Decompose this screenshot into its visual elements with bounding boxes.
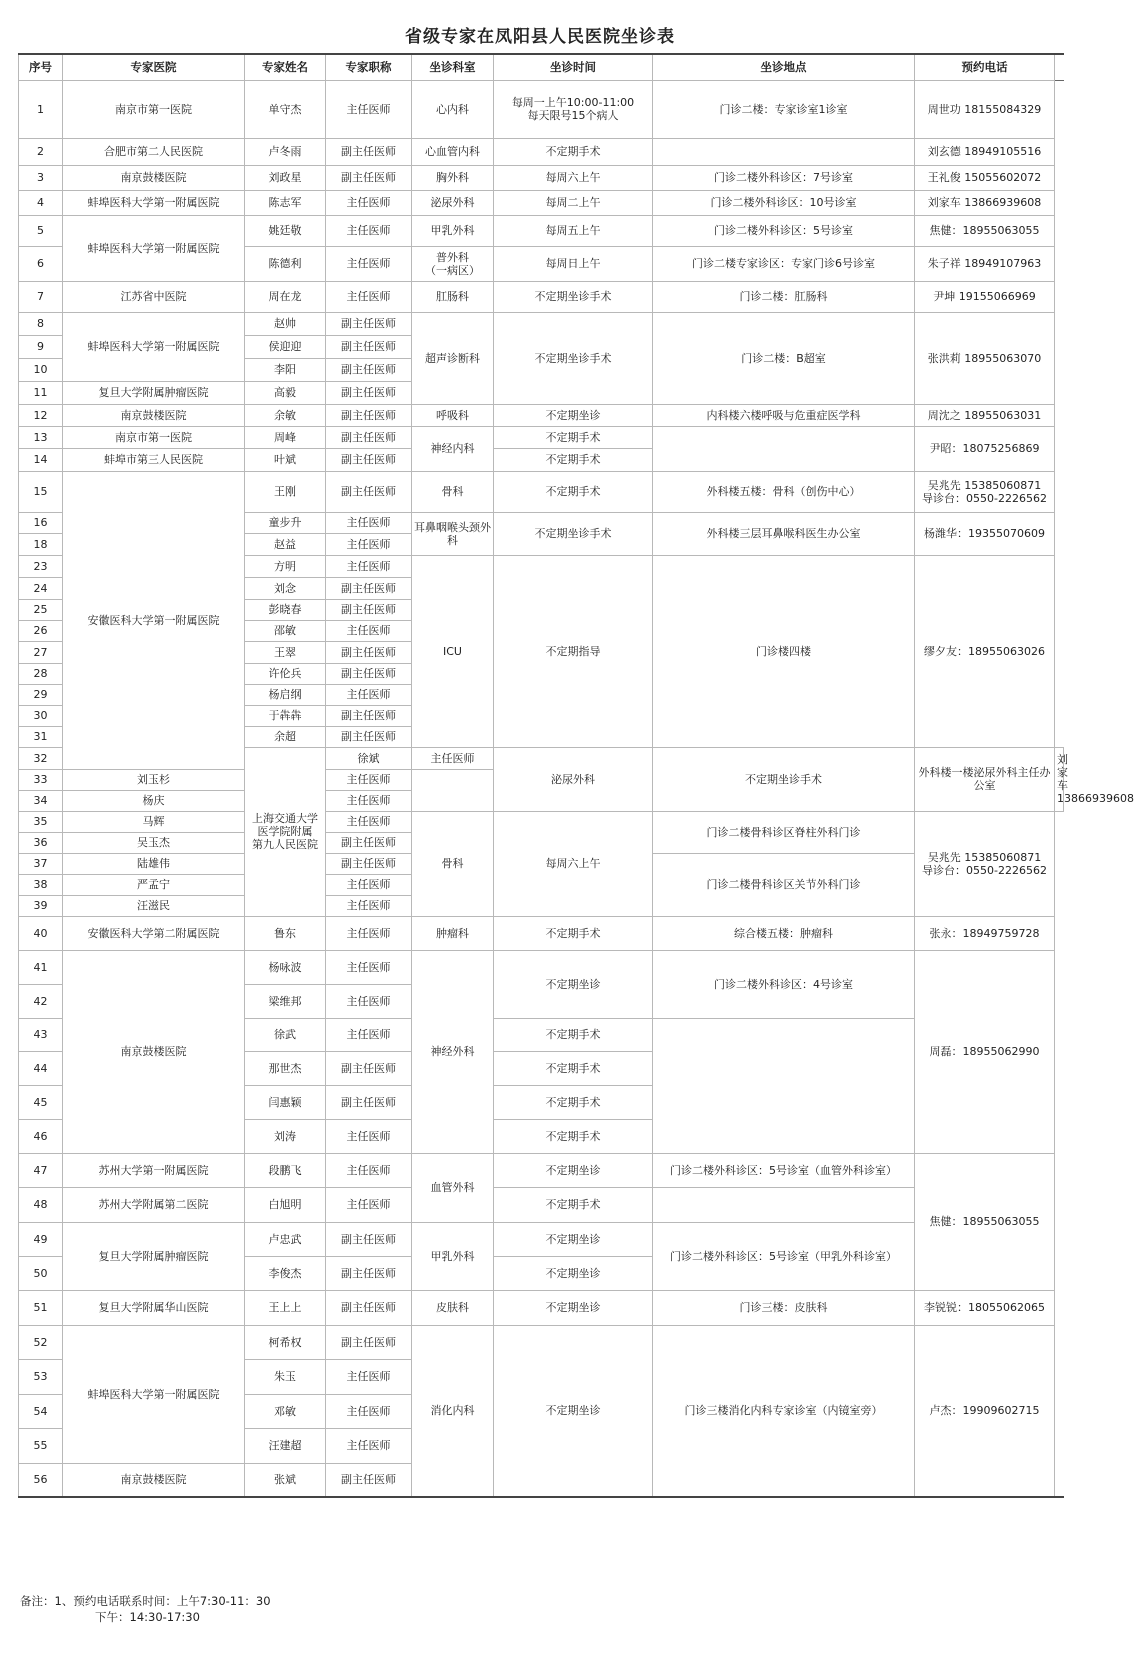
- table-cell: 31: [19, 726, 63, 747]
- table-cell: 甲乳外科: [412, 215, 494, 246]
- table-cell: 张永：18949759728: [915, 916, 1055, 950]
- table-cell: 副主任医师: [326, 663, 412, 684]
- table-cell: 门诊二楼专家诊区：专家门诊6号诊室: [653, 246, 915, 281]
- table-cell: 邓敏: [245, 1394, 326, 1428]
- table-cell: 副主任医师: [326, 705, 412, 726]
- table-cell: 皮肤科: [412, 1290, 494, 1325]
- table-cell: 主任医师: [326, 916, 412, 950]
- table-cell: 副主任医师: [326, 448, 412, 471]
- table-cell: 6: [19, 246, 63, 281]
- table-cell: 副主任医师: [326, 335, 412, 358]
- table-cell: 缪夕友：18955063026: [915, 555, 1055, 747]
- table-row: [19, 426, 1064, 448]
- table-cell: 刘玄德 18949105516: [915, 138, 1055, 165]
- table-cell: 李阳: [245, 358, 326, 381]
- column-header: 序号: [19, 54, 63, 80]
- table-cell: 周沈之 18955063031: [915, 404, 1055, 426]
- table-cell: 49: [19, 1222, 63, 1256]
- table-cell: 34: [19, 790, 63, 811]
- table-cell: 每周一上午10:00-11:00 每天限号15个病人: [494, 80, 653, 138]
- table-cell: 9: [19, 335, 63, 358]
- table-row: [19, 404, 1064, 426]
- table-cell: 普外科 （一病区）: [412, 246, 494, 281]
- table-cell: 门诊二楼骨科诊区脊柱外科门诊: [653, 811, 915, 853]
- table-cell: 主任医师: [326, 1153, 412, 1187]
- table-cell: 甲乳外科: [412, 1222, 494, 1290]
- table-cell: 安徽医科大学第二附属医院: [63, 916, 245, 950]
- table-cell: 段鹏飞: [245, 1153, 326, 1187]
- table-cell: 副主任医师: [326, 1325, 412, 1359]
- table-cell: 52: [19, 1325, 63, 1359]
- table-cell: 门诊二楼外科诊区：5号诊室（甲乳外科诊室）: [653, 1222, 915, 1290]
- table-cell: 不定期坐诊: [494, 1256, 653, 1290]
- table-cell: 副主任医师: [326, 426, 412, 448]
- table-cell: 南京鼓楼医院: [63, 1463, 245, 1497]
- table-row: [19, 80, 1064, 138]
- table-cell: 18: [19, 533, 63, 555]
- schedule-table: [18, 53, 1134, 1498]
- table-cell: 南京鼓楼医院: [63, 950, 245, 1153]
- table-cell: 门诊二楼外科诊区：7号诊室: [653, 165, 915, 190]
- table-cell: 50: [19, 1256, 63, 1290]
- table-row: [19, 811, 1064, 832]
- table-cell: 主任医师: [326, 1428, 412, 1463]
- table-cell: 门诊二楼外科诊区：4号诊室: [653, 950, 915, 1018]
- table-cell: 侯迎迎: [245, 335, 326, 358]
- table-cell: 门诊楼四楼: [653, 555, 915, 747]
- table-cell: 26: [19, 620, 63, 641]
- table-cell: 副主任医师: [326, 599, 412, 620]
- table-cell: 29: [19, 684, 63, 705]
- table-cell: 不定期指导: [494, 555, 653, 747]
- table-cell: 刘政星: [245, 165, 326, 190]
- table-cell: 主任医师: [326, 1018, 412, 1051]
- table-cell: 副主任医师: [326, 641, 412, 663]
- table-cell: 54: [19, 1394, 63, 1428]
- table-cell: 每周五上午: [494, 215, 653, 246]
- table-cell: 综合楼五楼：肿瘤科: [653, 916, 915, 950]
- table-cell: 副主任医师: [326, 404, 412, 426]
- table-cell: 25: [19, 599, 63, 620]
- table-cell: 王刚: [245, 471, 326, 512]
- table-cell: 24: [19, 577, 63, 599]
- table-cell: 副主任医师: [326, 1222, 412, 1256]
- table-cell: 消化内科: [412, 1325, 494, 1497]
- table-row: [19, 281, 1064, 312]
- table-cell: 主任医师: [326, 246, 412, 281]
- table-cell: 不定期手术: [494, 916, 653, 950]
- table-cell: 上海交通大学医学院附属 第九人民医院: [245, 747, 326, 916]
- table-cell: 39: [19, 895, 63, 916]
- table-cell: 李俊杰: [245, 1256, 326, 1290]
- table-cell: 13: [19, 426, 63, 448]
- table-row: [19, 312, 1064, 335]
- table-cell: 主任医师: [326, 984, 412, 1018]
- table-cell: 主任医师: [326, 684, 412, 705]
- table-cell: 不定期坐诊: [494, 404, 653, 426]
- table-cell: 30: [19, 705, 63, 726]
- table-cell: 周世功 18155084329: [915, 80, 1055, 138]
- table-cell: 卢冬雨: [245, 138, 326, 165]
- table-cell: 16: [19, 512, 63, 533]
- table-cell: 主任医师: [326, 769, 412, 790]
- table-cell: 王翠: [245, 641, 326, 663]
- column-header: 专家职称: [326, 54, 412, 80]
- table-cell: 8: [19, 312, 63, 335]
- table-cell: 44: [19, 1051, 63, 1085]
- table-cell: 朱子祥 18949107963: [915, 246, 1055, 281]
- table-cell: 外科楼三层耳鼻喉科医生办公室: [653, 512, 915, 555]
- table-cell: 蚌埠医科大学第一附属医院: [63, 312, 245, 381]
- table-cell: 南京鼓楼医院: [63, 404, 245, 426]
- table-cell: 23: [19, 555, 63, 577]
- table-cell: 33: [19, 769, 63, 790]
- table-cell: 12: [19, 404, 63, 426]
- table-cell: 徐武: [245, 1018, 326, 1051]
- table-cell: 外科楼一楼泌尿外科主任办公室: [915, 747, 1055, 811]
- table-cell: 吴玉杰: [63, 832, 245, 853]
- table-cell: 副主任医师: [326, 832, 412, 853]
- table-cell: 不定期坐诊: [494, 1325, 653, 1497]
- table-cell: 不定期手术: [494, 1187, 653, 1222]
- table-cell: 杨庆: [63, 790, 245, 811]
- table-cell: 2: [19, 138, 63, 165]
- table-cell: 杨潍华：19355070609: [915, 512, 1055, 555]
- table-cell: [653, 138, 915, 165]
- table-cell: 胸外科: [412, 165, 494, 190]
- table-cell: 主任医师: [326, 1394, 412, 1428]
- table-cell: 梁维邦: [245, 984, 326, 1018]
- table-cell: 那世杰: [245, 1051, 326, 1085]
- note-line-1: 备注：1、预约电话联系时间：上午7:30-11：30: [20, 1594, 271, 1608]
- table-cell: 门诊二楼外科诊区：10号诊室: [653, 190, 915, 215]
- table-cell: 门诊三楼消化内科专家诊室（内镜室旁）: [653, 1325, 915, 1497]
- table-cell: 门诊二楼：专家诊室1诊室: [653, 80, 915, 138]
- table-cell: 主任医师: [326, 80, 412, 138]
- table-cell: 每周六上午: [494, 811, 653, 916]
- table-cell: 门诊二楼：B超室: [653, 312, 915, 404]
- table-cell: 不定期手术: [494, 138, 653, 165]
- table-cell: 主任医师: [326, 874, 412, 895]
- table-cell: 42: [19, 984, 63, 1018]
- table-cell: 副主任医师: [326, 577, 412, 599]
- table-cell: 张斌: [245, 1463, 326, 1497]
- table-cell: 周磊：18955062990: [915, 950, 1055, 1153]
- table-cell: 余敏: [245, 404, 326, 426]
- table-cell: 白旭明: [245, 1187, 326, 1222]
- table-cell: 泌尿外科: [412, 190, 494, 215]
- table-cell: 副主任医师: [326, 312, 412, 335]
- table-cell: 安徽医科大学第一附属医院: [63, 471, 245, 769]
- column-header: 坐诊科室: [412, 54, 494, 80]
- table-cell: 门诊二楼：肛肠科: [653, 281, 915, 312]
- table-cell: 45: [19, 1085, 63, 1119]
- table-cell: [653, 1187, 915, 1222]
- table-row: [19, 1222, 1064, 1256]
- table-header-row: [19, 54, 1064, 80]
- table-cell: 不定期手术: [494, 426, 653, 448]
- table-cell: 36: [19, 832, 63, 853]
- table-cell: 不定期手术: [494, 1119, 653, 1153]
- table-cell: 刘念: [245, 577, 326, 599]
- table-cell: 5: [19, 215, 63, 246]
- table-cell: 53: [19, 1359, 63, 1394]
- table-cell: 主任医师: [326, 190, 412, 215]
- table-cell: 副主任医师: [326, 1463, 412, 1497]
- table-row: [19, 138, 1064, 165]
- table-cell: 泌尿外科: [494, 747, 653, 811]
- table-cell: 王上上: [245, 1290, 326, 1325]
- table-cell: 56: [19, 1463, 63, 1497]
- table-cell: 副主任医师: [326, 471, 412, 512]
- table-cell: 门诊二楼外科诊区：5号诊室（血管外科诊室）: [653, 1153, 915, 1187]
- table-cell: 童步升: [245, 512, 326, 533]
- table-cell: 周峰: [245, 426, 326, 448]
- table-cell: 吴兆先 15385060871 导诊台：0550-2226562: [915, 811, 1055, 916]
- table-cell: 主任医师: [326, 533, 412, 555]
- table-cell: 副主任医师: [326, 1085, 412, 1119]
- note-line-2: 下午：14:30-17:30: [95, 1610, 200, 1624]
- table-cell: 不定期坐诊: [494, 1222, 653, 1256]
- page-title: 省级专家在凤阳县人民医院坐诊表: [405, 27, 675, 47]
- table-cell: 李锐锐：18055062065: [915, 1290, 1055, 1325]
- table-cell: 尹昭：18075256869: [915, 426, 1055, 471]
- table-cell: 4: [19, 190, 63, 215]
- table-cell: 不定期手术: [494, 1051, 653, 1085]
- table-cell: 复旦大学附属肿瘤医院: [63, 1222, 245, 1290]
- column-header: 坐诊地点: [653, 54, 915, 80]
- column-header: 专家医院: [63, 54, 245, 80]
- table-row: [19, 190, 1064, 215]
- table-cell: 姚廷敬: [245, 215, 326, 246]
- table-cell: 每周日上午: [494, 246, 653, 281]
- table-cell: 蚌埠市第三人民医院: [63, 448, 245, 471]
- table-cell: 主任医师: [326, 555, 412, 577]
- column-header: 专家姓名: [245, 54, 326, 80]
- table-cell: 不定期坐诊手术: [494, 312, 653, 404]
- table-cell: 不定期坐诊: [494, 1153, 653, 1187]
- table-cell: 于犇犇: [245, 705, 326, 726]
- table-cell: 尹坤 19155066969: [915, 281, 1055, 312]
- table-cell: 邵敏: [245, 620, 326, 641]
- table-cell: 张洪莉 18955063070: [915, 312, 1055, 404]
- table-cell: 汪建超: [245, 1428, 326, 1463]
- table-cell: 副主任医师: [326, 165, 412, 190]
- table-cell: 副主任医师: [326, 381, 412, 404]
- table-cell: 周在龙: [245, 281, 326, 312]
- table-cell: 不定期手术: [494, 471, 653, 512]
- table-row: [19, 471, 1064, 512]
- table-cell: 主任医师: [326, 1359, 412, 1394]
- table-cell: 严孟宁: [63, 874, 245, 895]
- column-header: 预约电话: [915, 54, 1055, 80]
- table-cell: 柯希权: [245, 1325, 326, 1359]
- table-cell: 许伦兵: [245, 663, 326, 684]
- table-cell: 苏州大学第一附属医院: [63, 1153, 245, 1187]
- table-cell: 南京鼓楼医院: [63, 165, 245, 190]
- table-cell: 主任医师: [326, 950, 412, 984]
- table-cell: 46: [19, 1119, 63, 1153]
- table-cell: 51: [19, 1290, 63, 1325]
- table-cell: 主任医师: [326, 512, 412, 533]
- table-cell: 不定期手术: [494, 1018, 653, 1051]
- table-cell: 47: [19, 1153, 63, 1187]
- table-cell: 单守杰: [245, 80, 326, 138]
- table-cell: 内科楼六楼呼吸与危重症医学科: [653, 404, 915, 426]
- table-cell: 每周六上午: [494, 165, 653, 190]
- table-cell: 蚌埠医科大学第一附属医院: [63, 190, 245, 215]
- table-cell: 35: [19, 811, 63, 832]
- table-cell: 南京市第一医院: [63, 80, 245, 138]
- table-cell: 马辉: [63, 811, 245, 832]
- table-cell: 门诊二楼骨科诊区关节外科门诊: [653, 853, 915, 916]
- table-cell: 副主任医师: [326, 358, 412, 381]
- table-cell: 副主任医师: [326, 726, 412, 747]
- table-cell: 主任医师: [326, 281, 412, 312]
- table-cell: 3: [19, 165, 63, 190]
- table-cell: 门诊二楼外科诊区：5号诊室: [653, 215, 915, 246]
- table-cell: 刘涛: [245, 1119, 326, 1153]
- table-cell: 焦健：18955063055: [915, 1153, 1055, 1290]
- table-cell: 血管外科: [412, 1153, 494, 1222]
- table-cell: 不定期坐诊: [494, 950, 653, 1018]
- table-cell: 神经内科: [412, 426, 494, 471]
- table-cell: 徐斌: [326, 747, 412, 769]
- table-row: [19, 1290, 1064, 1325]
- table-cell: 主任医师: [326, 215, 412, 246]
- table-row: [19, 165, 1064, 190]
- table-cell: 超声诊断科: [412, 312, 494, 404]
- table-cell: 主任医师: [326, 1187, 412, 1222]
- table-row: [19, 916, 1064, 950]
- table-cell: 心内科: [412, 80, 494, 138]
- table-cell: 吴兆先 15385060871 导诊台：0550-2226562: [915, 471, 1055, 512]
- table-cell: 副主任医师: [326, 1290, 412, 1325]
- table-cell: 朱玉: [245, 1359, 326, 1394]
- table-cell: 肛肠科: [412, 281, 494, 312]
- table-cell: 刘家车 13866939608: [1055, 747, 1064, 811]
- table-cell: 11: [19, 381, 63, 404]
- table-cell: ICU: [412, 555, 494, 747]
- table-cell: 复旦大学附属华山医院: [63, 1290, 245, 1325]
- table-cell: 10: [19, 358, 63, 381]
- table-cell: 鲁东: [245, 916, 326, 950]
- table-cell: 不定期坐诊手术: [494, 512, 653, 555]
- table-cell: 卢杰：19909602715: [915, 1325, 1055, 1497]
- table-cell: 赵帅: [245, 312, 326, 335]
- table-cell: 卢忠武: [245, 1222, 326, 1256]
- table-cell: 主任医师: [326, 1119, 412, 1153]
- table-cell: [653, 426, 915, 471]
- table-cell: 不定期手术: [494, 1085, 653, 1119]
- table-cell: 苏州大学附属第二医院: [63, 1187, 245, 1222]
- table-cell: 汪滋民: [63, 895, 245, 916]
- table-cell: 7: [19, 281, 63, 312]
- table-cell: 40: [19, 916, 63, 950]
- table-cell: 28: [19, 663, 63, 684]
- table-cell: 主任医师: [326, 811, 412, 832]
- table-cell: 复旦大学附属肿瘤医院: [63, 381, 245, 404]
- table-cell: 41: [19, 950, 63, 984]
- table-cell: 主任医师: [326, 620, 412, 641]
- table-cell: 赵益: [245, 533, 326, 555]
- table-row: [19, 1187, 1064, 1222]
- table-cell: 主任医师: [412, 747, 494, 769]
- table-cell: 不定期坐诊: [494, 1290, 653, 1325]
- table-cell: 高毅: [245, 381, 326, 404]
- table-cell: 55: [19, 1428, 63, 1463]
- table-cell: 焦健：18955063055: [915, 215, 1055, 246]
- table-cell: 不定期坐诊手术: [494, 281, 653, 312]
- table-cell: 38: [19, 874, 63, 895]
- table-row: [19, 215, 1064, 246]
- table-cell: 不定期坐诊手术: [653, 747, 915, 811]
- table-cell: 15: [19, 471, 63, 512]
- table-cell: 27: [19, 641, 63, 663]
- table-cell: 肿瘤科: [412, 916, 494, 950]
- table-cell: 神经外科: [412, 950, 494, 1153]
- table-cell: 呼吸科: [412, 404, 494, 426]
- table-cell: 南京市第一医院: [63, 426, 245, 448]
- table-cell: [653, 1018, 915, 1153]
- table-cell: 副主任医师: [326, 138, 412, 165]
- table-cell: 刘家车 13866939608: [915, 190, 1055, 215]
- table-cell: 主任医师: [326, 895, 412, 916]
- table-cell: 门诊三楼：皮肤科: [653, 1290, 915, 1325]
- table-cell: 刘玉杉: [63, 769, 245, 790]
- table-cell: 江苏省中医院: [63, 281, 245, 312]
- table-cell: 37: [19, 853, 63, 874]
- table-cell: 杨咏波: [245, 950, 326, 984]
- table-cell: 耳鼻咽喉头颈外科: [412, 512, 494, 555]
- table-cell: 48: [19, 1187, 63, 1222]
- table-cell: 陆雄伟: [63, 853, 245, 874]
- table-cell: 陈志军: [245, 190, 326, 215]
- table-cell: 32: [19, 747, 63, 769]
- table-cell: 骨科: [412, 471, 494, 512]
- table-cell: 余超: [245, 726, 326, 747]
- table-cell: 蚌埠医科大学第一附属医院: [63, 1325, 245, 1463]
- table-row: [19, 1153, 1064, 1187]
- table-cell: 叶斌: [245, 448, 326, 471]
- table-cell: 王礼俊 15055602072: [915, 165, 1055, 190]
- table-cell: 不定期手术: [494, 448, 653, 471]
- table-cell: 杨启纲: [245, 684, 326, 705]
- table-cell: 蚌埠医科大学第一附属医院: [63, 215, 245, 281]
- table-cell: 43: [19, 1018, 63, 1051]
- table-cell: 方明: [245, 555, 326, 577]
- table-cell: 闫惠颖: [245, 1085, 326, 1119]
- table-cell: 骨科: [412, 811, 494, 916]
- table-cell: 陈德利: [245, 246, 326, 281]
- table-cell: 主任医师: [326, 790, 412, 811]
- table-cell: 1: [19, 80, 63, 138]
- column-header: 坐诊时间: [494, 54, 653, 80]
- table-cell: 每周二上午: [494, 190, 653, 215]
- table-cell: 副主任医师: [326, 1051, 412, 1085]
- table-cell: 14: [19, 448, 63, 471]
- table-cell: 合肥市第二人民医院: [63, 138, 245, 165]
- table-row: [19, 950, 1064, 984]
- table-cell: 副主任医师: [326, 1256, 412, 1290]
- table-cell: 副主任医师: [326, 853, 412, 874]
- table-cell: 心血管内科: [412, 138, 494, 165]
- table-cell: 外科楼五楼：骨科（创伤中心）: [653, 471, 915, 512]
- table-row: [19, 1325, 1064, 1359]
- table-cell: 彭晓春: [245, 599, 326, 620]
